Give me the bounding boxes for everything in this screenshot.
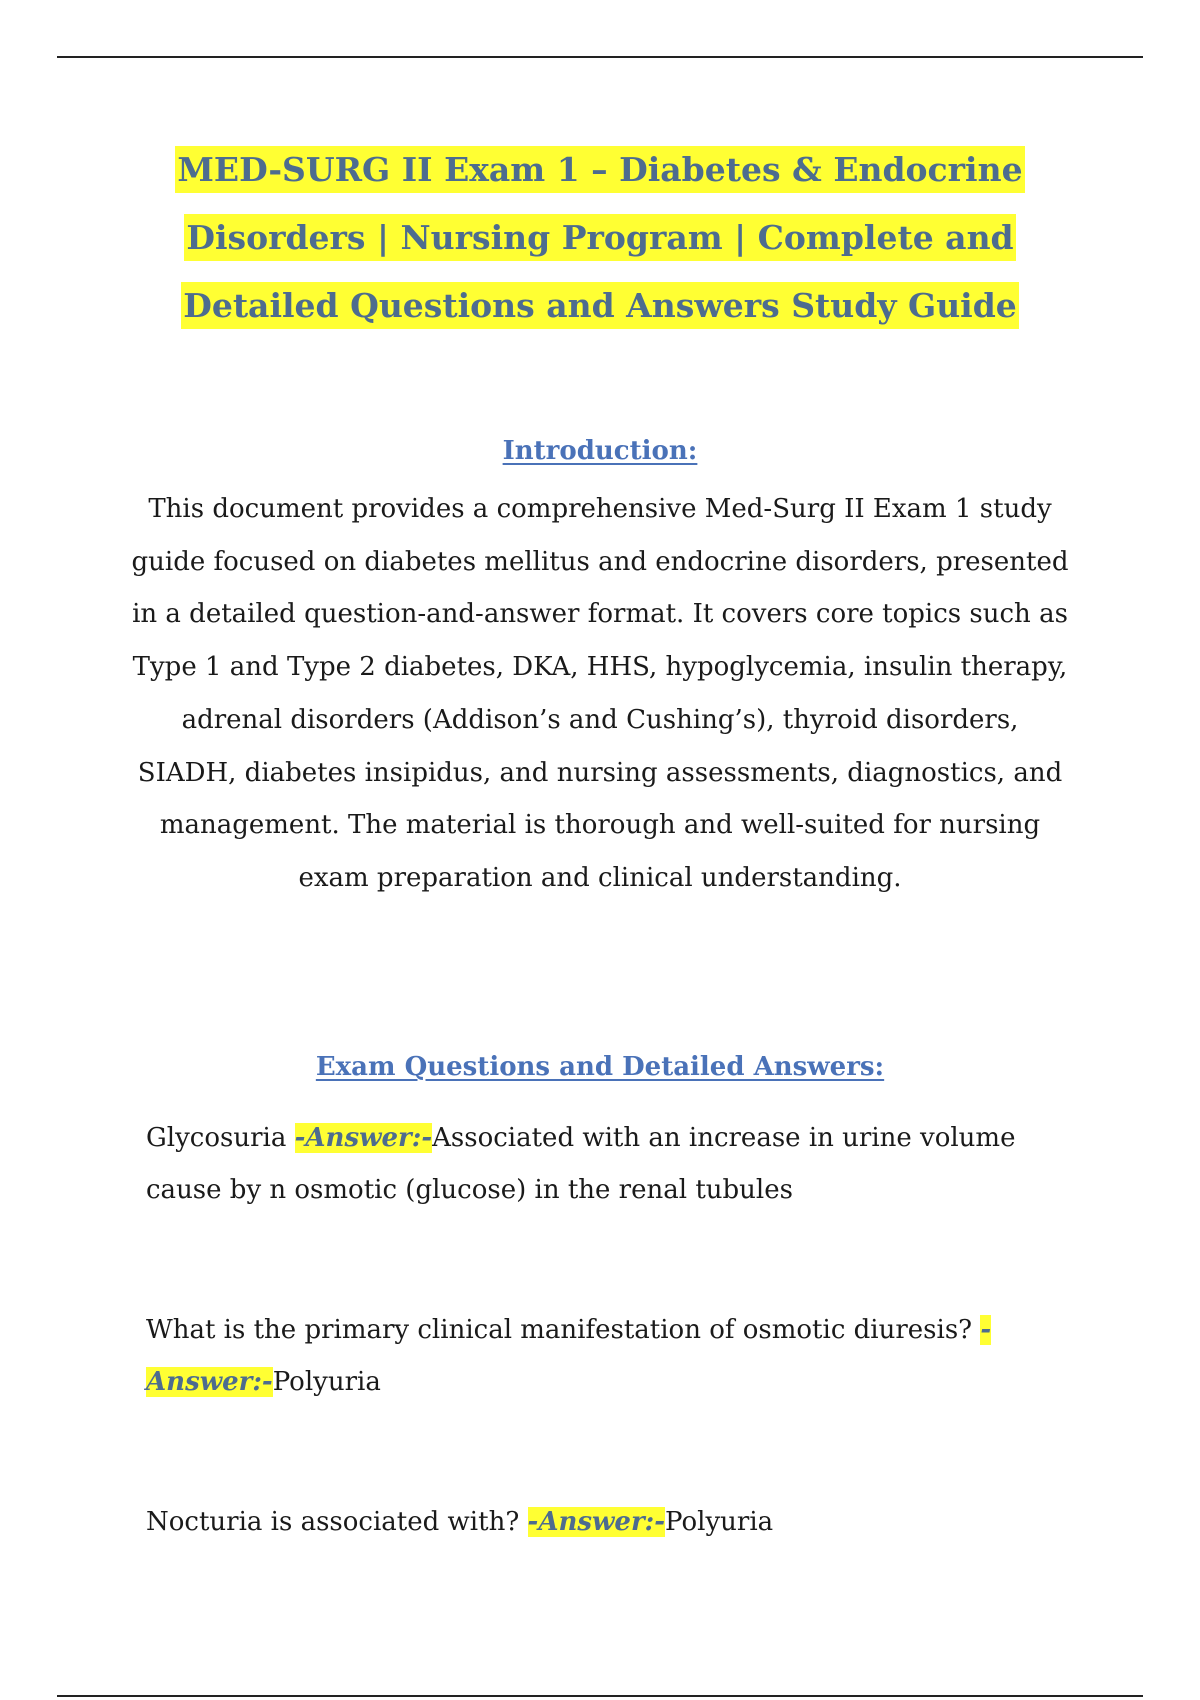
answer-marker: -Answer:- [527,1507,666,1537]
answer-marker: -Answer:- [146,1315,992,1397]
exam-heading: Exam Questions and Detailed Answers: [315,1052,885,1082]
question-text: Glycosuria [146,1123,287,1153]
question-text: Nocturia is associated with? [146,1507,520,1537]
qa-item [146,1496,1086,1548]
title-highlight: MED-SURG II Exam 1 – Diabetes & Endocrine Disorders | Nursing Program | Complete and Detailed Questions and Answers Study Guide [175,146,1024,329]
bottom-rule [57,1695,1143,1697]
qa-item [146,1304,1086,1408]
answer-text: Associated with an increase in urine volume cause by n osmotic (glucose) in the renal tubules [146,1123,1016,1205]
top-rule [57,56,1143,58]
document-title [150,136,1050,340]
answer-text: Polyuria [272,1367,381,1397]
qa-item [146,1112,1086,1216]
question-text: What is the primary clinical manifestation of osmotic diuresis? [146,1315,973,1345]
introduction-body: This document provides a comprehensive Med-Surg II Exam 1 study guide focused on diabetes mellitus and endocrine disorders, presented in a detailed question-and-answer format. It covers core topics such as Type 1 and Type 2 diabetes, DKA, HHS, hypoglycemia, insulin therapy, adrenal disorders (Addison’s and Cushing’s), thyroid disorders, SIADH, diabetes insipidus, and nursing assessments, diagnostics, and management. The material is thorough and well-suited for nursing exam preparation and clinical understanding. [131,494,1069,893]
answer-text: Polyuria [665,1507,774,1537]
introduction-heading: Introduction: [502,436,698,466]
answer-marker: -Answer:- [294,1123,433,1153]
